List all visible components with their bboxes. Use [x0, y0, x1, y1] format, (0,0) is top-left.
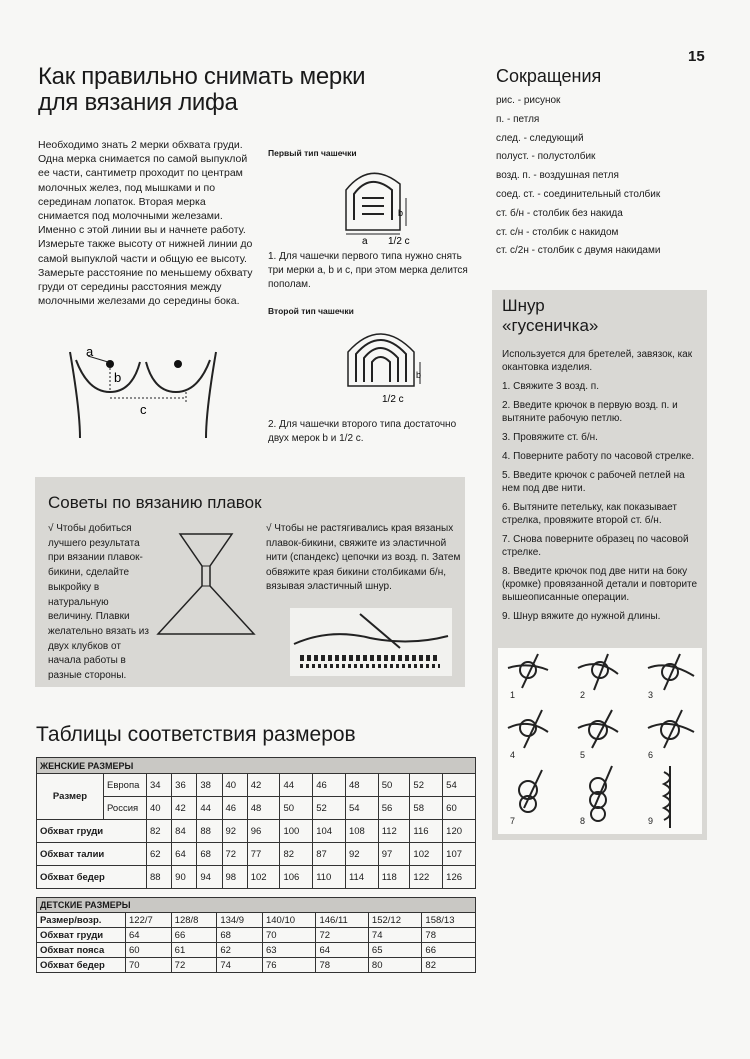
cord-figure-number: 6	[648, 750, 654, 760]
page-number: 15	[688, 48, 705, 65]
table-cell: 64	[172, 843, 197, 866]
cord-figure-number: 1	[510, 690, 516, 700]
table-cell: 120	[443, 820, 476, 843]
row-label: Обхват бедер	[37, 866, 147, 889]
table-cell: 66	[422, 943, 476, 958]
abbreviation-item: след. - следующий	[496, 132, 584, 144]
tip-right-text: √ Чтобы не растягивались края вязаных плавок-бикини, свяжите из эластичной нити (спандекс) цепочки из возд. п. Затем обвяжите края бикини столбиками б/н, вязывая эластичный шнур.	[266, 523, 461, 592]
abbreviation-item: рис. - рисунок	[496, 95, 561, 106]
cord-step: 7. Снова поверните образец по часовой стрелке.	[502, 534, 689, 558]
table-cell: 60	[126, 943, 172, 958]
table-cell: 84	[172, 820, 197, 843]
table-cell: 50	[280, 797, 313, 820]
abbreviations-list	[496, 92, 660, 261]
table-cell: 78	[316, 958, 368, 973]
elastic-cord-diagram	[290, 608, 452, 676]
table-cell: 44	[280, 774, 313, 797]
table-cell: 72	[222, 843, 247, 866]
cord-intro: Используется для бретелей, завязок, как окантовка изделия.	[502, 349, 693, 373]
bikini-pattern-diagram	[154, 530, 258, 640]
table-cell: 77	[247, 843, 280, 866]
table-row	[37, 866, 476, 889]
table-cell: 66	[171, 928, 217, 943]
table-cell: 118	[378, 866, 410, 889]
table-cell: 116	[410, 820, 443, 843]
abbreviation-item: полуст. - полустолбик	[496, 151, 596, 163]
cord-figure-number: 3	[648, 690, 654, 700]
table-cell: 42	[172, 797, 197, 820]
table-cell: 54	[443, 774, 476, 797]
table-cell: 126	[443, 866, 476, 889]
cord-figure-number: 4	[510, 750, 516, 760]
intro-paragraph: Необходимо знать 2 мерки обхвата груди. Одна мерка снимается по самой выпуклой ее части, сантиметр проходит по центрам молочных желез, под мышками и по серединам лопаток. Вторая мерка снимается под молочными железами. Именно с этой линии вы и начнете работу. Измерьте также высоту от нижней линии до самой выпуклой части и общую ее высоту. Замерьте расстояние по меньшему обхвату груди от середины расстояния между молочными железами до середины бока.	[38, 139, 253, 308]
women-sizes-table	[36, 757, 476, 889]
table-cell: 134/9	[217, 913, 263, 928]
table-cell: 98	[222, 866, 247, 889]
tips-title: Советы по вязанию плавок	[48, 493, 262, 512]
cup2-text: 2. Для чашечки второго типа достаточно двух мерок b и 1/2 c.	[268, 419, 457, 444]
table-cell: 70	[262, 928, 316, 943]
abbreviation-item: ст. с/н - столбик с накидом	[496, 226, 619, 238]
page-title-line-2: для вязания лифа	[38, 89, 238, 116]
table-cell: 102	[410, 843, 443, 866]
table-cell: 72	[171, 958, 217, 973]
table-cell: 38	[197, 774, 222, 797]
cup2-label-half-c: 1/2 c	[382, 394, 404, 405]
cup2-label-b: b	[416, 370, 422, 380]
cord-title-line-2: «гусеничка»	[502, 316, 599, 335]
table-cell: 65	[368, 943, 422, 958]
table-cell: 78	[422, 928, 476, 943]
table-cell: 63	[262, 943, 316, 958]
cup1-text: 1. Для чашечки первого типа нужно снять три мерки a, b и c, при этом мерка делится пополам.	[268, 251, 468, 290]
table-cell: 40	[147, 797, 172, 820]
table-cell: 68	[197, 843, 222, 866]
tip-left-text: √ Чтобы добиться лучшего результата при вязании плавок-бикини, сделайте выкройку в натуральную величину. Плавки желательно вязать из двух клубков от начала работы в разные стороны.	[48, 523, 149, 682]
table-cell: 50	[378, 774, 410, 797]
bust-measurement-diagram	[66, 340, 226, 440]
women-sizes-header: ЖЕНСКИЕ РАЗМЕРЫ	[37, 758, 476, 774]
cord-step: 2. Введите крючок в первую возд. п. и вытяните рабочую петлю.	[502, 400, 678, 424]
table-cell: 61	[171, 943, 217, 958]
row-label: Размер/возр.	[37, 913, 126, 928]
table-cell: 146/11	[316, 913, 368, 928]
abbreviations-title: Сокращения	[496, 66, 602, 86]
table-cell: 122	[410, 866, 443, 889]
table-cell: 88	[197, 820, 222, 843]
page-title-line-1: Как правильно снимать мерки	[38, 63, 366, 90]
table-cell: 40	[222, 774, 247, 797]
cord-figure-number: 7	[510, 816, 516, 826]
table-cell: 110	[313, 866, 346, 889]
cord-step: 3. Провяжите ст. б/н.	[502, 432, 598, 443]
table-row	[37, 843, 476, 866]
row-label: Обхват груди	[37, 928, 126, 943]
table-cell: 90	[172, 866, 197, 889]
table-cell: 88	[147, 866, 172, 889]
russia-label: Россия	[104, 797, 147, 820]
cord-figure-number: 8	[580, 816, 586, 826]
table-row	[37, 943, 476, 958]
table-row	[37, 774, 476, 797]
cord-step: 6. Вытяните петельку, как показывает стрелка, провяжите второй ст. б/н.	[502, 502, 677, 526]
table-cell: 94	[197, 866, 222, 889]
abbreviation-item: п. - петля	[496, 113, 540, 125]
cup1-label: Первый тип чашечки	[268, 148, 357, 158]
page-title	[38, 64, 365, 116]
table-cell: 158/13	[422, 913, 476, 928]
size-label: Размер	[37, 774, 104, 820]
table-cell: 87	[313, 843, 346, 866]
cord-title	[502, 296, 598, 336]
table-cell: 92	[222, 820, 247, 843]
table-cell: 60	[443, 797, 476, 820]
table-cell: 104	[313, 820, 346, 843]
table-cell: 64	[126, 928, 172, 943]
children-sizes-header: ДЕТСКИЕ РАЗМЕРЫ	[37, 898, 476, 913]
cord-step: 9. Шнур вяжите до нужной длины.	[502, 611, 661, 622]
table-cell: 108	[345, 820, 378, 843]
table-cell: 102	[247, 866, 280, 889]
table-cell: 92	[345, 843, 378, 866]
table-cell: 97	[378, 843, 410, 866]
abbreviation-item: ст. с/2н - столбик с двумя накидами	[496, 245, 661, 257]
table-cell: 52	[313, 797, 346, 820]
cord-step: 1. Свяжите 3 возд. п.	[502, 381, 599, 392]
table-cell: 70	[126, 958, 172, 973]
row-label: Обхват пояса	[37, 943, 126, 958]
cup2-label: Второй тип чашечки	[268, 306, 354, 316]
table-cell: 44	[197, 797, 222, 820]
table-cell: 62	[147, 843, 172, 866]
abbreviation-item: соед. ст. - соединительный столбик	[496, 188, 661, 200]
table-cell: 46	[222, 797, 247, 820]
table-cell: 48	[345, 774, 378, 797]
europe-label: Европа	[104, 774, 147, 797]
cup1-diagram	[340, 160, 420, 248]
table-cell: 54	[345, 797, 378, 820]
table-cell: 128/8	[171, 913, 217, 928]
cord-figure-number: 9	[648, 816, 654, 826]
cup1-label-half-c: 1/2 c	[388, 236, 410, 247]
table-cell: 72	[316, 928, 368, 943]
table-cell: 58	[410, 797, 443, 820]
table-cell: 114	[345, 866, 378, 889]
table-cell: 52	[410, 774, 443, 797]
table-cell: 36	[172, 774, 197, 797]
diagram-label-a: a	[86, 344, 94, 359]
table-cell: 80	[368, 958, 422, 973]
table-row	[37, 958, 476, 973]
cord-step: 8. Введите крючок под две нити на боку (кромке) провязанной детали и повторите вышеописанные операции.	[502, 566, 698, 603]
cord-step: 5. Введите крючок с рабочей петлей на нем под две нити.	[502, 470, 685, 494]
table-cell: 62	[217, 943, 263, 958]
crochet-steps-illustration	[498, 648, 702, 834]
table-cell: 46	[313, 774, 346, 797]
table-cell: 68	[217, 928, 263, 943]
table-cell: 74	[217, 958, 263, 973]
table-row	[37, 928, 476, 943]
cord-figure-number: 2	[580, 690, 586, 700]
table-cell: 42	[247, 774, 280, 797]
cup1-label-a: a	[362, 236, 368, 247]
cord-step: 4. Поверните работу по часовой стрелке.	[502, 451, 695, 462]
diagram-label-c: c	[140, 402, 147, 417]
row-label: Обхват бедер	[37, 958, 126, 973]
table-cell: 64	[316, 943, 368, 958]
abbreviation-item: возд. п. - воздушная петля	[496, 170, 619, 182]
table-row	[37, 913, 476, 928]
table-cell: 82	[422, 958, 476, 973]
table-cell: 106	[280, 866, 313, 889]
table-cell: 56	[378, 797, 410, 820]
table-cell: 96	[247, 820, 280, 843]
table-cell: 112	[378, 820, 410, 843]
table-cell: 100	[280, 820, 313, 843]
cord-figure-number: 5	[580, 750, 586, 760]
table-cell: 76	[262, 958, 316, 973]
table-header-row	[37, 758, 476, 774]
cord-steps-figure	[498, 648, 702, 834]
cord-title-line-1: Шнур	[502, 296, 545, 315]
cord-steps-list	[502, 380, 702, 629]
table-cell: 122/7	[126, 913, 172, 928]
abbreviation-item: ст. б/н - столбик без накида	[496, 207, 623, 219]
row-label: Обхват талии	[37, 843, 147, 866]
diagram-label-b: b	[114, 370, 122, 385]
table-cell: 152/12	[368, 913, 422, 928]
table-cell: 48	[247, 797, 280, 820]
table-cell: 107	[443, 843, 476, 866]
table-cell: 82	[280, 843, 313, 866]
table-header-row	[37, 898, 476, 913]
table-cell: 140/10	[262, 913, 316, 928]
size-tables-title: Таблицы соответствия размеров	[36, 723, 356, 746]
table-cell: 34	[147, 774, 172, 797]
table-cell: 82	[147, 820, 172, 843]
cup2-diagram	[340, 316, 430, 406]
children-sizes-table	[36, 897, 476, 973]
table-cell: 74	[368, 928, 422, 943]
table-row	[37, 820, 476, 843]
row-label: Обхват груди	[37, 820, 147, 843]
cup1-label-b: b	[398, 208, 404, 218]
